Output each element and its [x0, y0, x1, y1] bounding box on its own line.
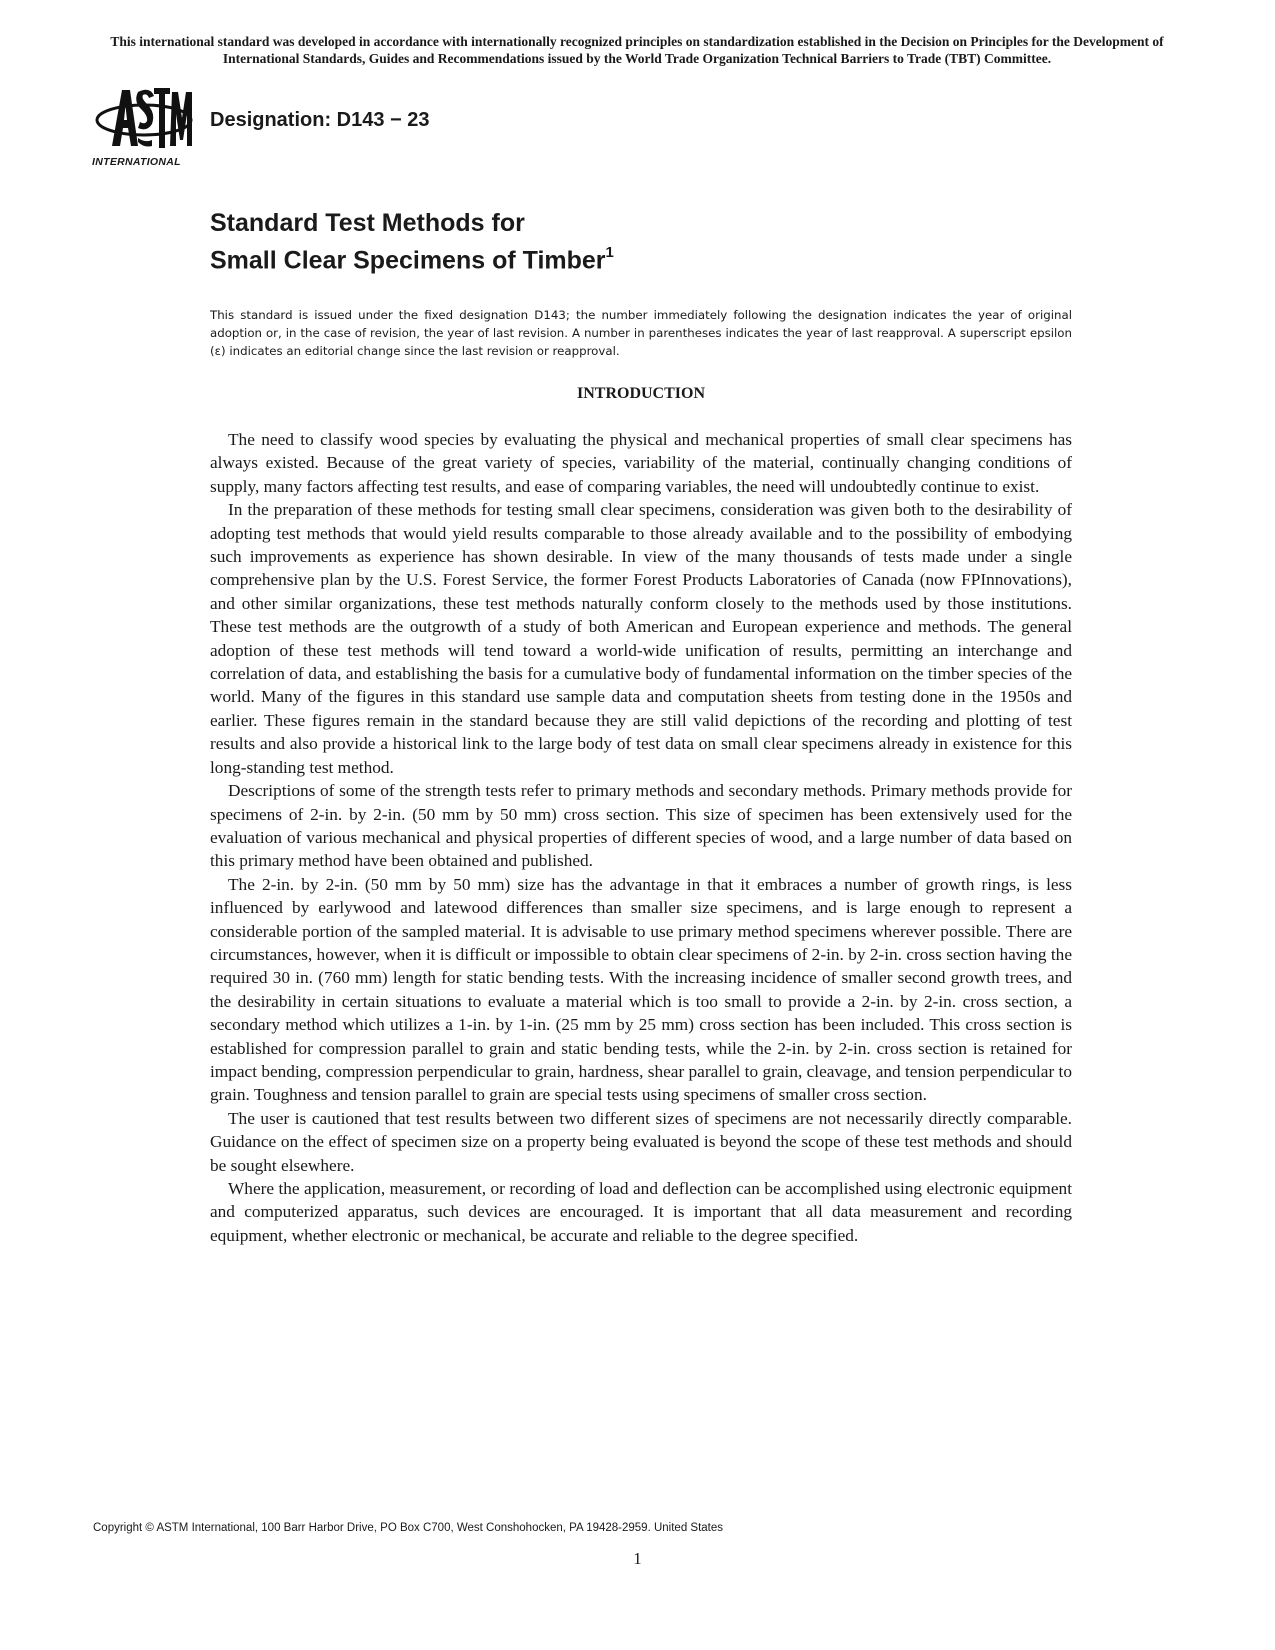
- logo-text: INTERNATIONAL: [92, 156, 181, 168]
- intro-paragraph: In the preparation of these methods for testing small clear specimens, consideration was given both to the desirability of adopting test methods that would yield results comparable to those already available and to the possibility of embodying such improvements as experience has shown desirable. In view of the many thousands of tests made under a single comprehensive plan by the U.S. Forest Service, the former Forest Products Laboratories of Canada (now FPInnovations), and other similar organizations, these test methods naturally conform closely to the methods used by those institutions. These test methods are the outgrowth of a study of both American and European experience and methods. The general adoption of these test methods will tend toward a world-wide unification of results, permitting an interchange and correlation of data, and establishing the basis for a cumulative body of fundamental information on the timber species of the world. Many of the figures in this standard use sample data and computation sheets from testing done in the 1950s and earlier. These figures remain in the standard because they are still valid depictions of the recording and plotting of test results and also provide a historical link to the large body of test data on small clear specimens already in existence for this long-standing test method.: [210, 500, 1072, 777]
- introduction-heading: INTRODUCTION: [576, 385, 705, 402]
- intro-paragraph: The need to classify wood species by evaluating the physical and mechanical properties of small clear specimens has always existed. Because of the great variety of species, variability of the material, continually changing conditions of supply, many factors affecting test results, and ease of comparing variables, the need will undoubtedly continue to exist.: [210, 430, 1072, 496]
- wto-notice: This international standard was developed in accordance with internationally recognized principles on standardization established in the Decision on Principles for the Development of International Standards, Guides and Recommendations issued by the World Trade Organization Technical Barriers to Trade (TBT) Committee.: [110, 34, 1164, 66]
- astm-logo: [92, 80, 196, 170]
- intro-paragraph: Descriptions of some of the strength tests refer to primary methods and secondary methods. Primary methods provide for specimens of 2-in. by 2-in. (50 mm by 50 mm) cross section. This size of specimen has been extensively used for the evaluation of various mechanical and physical properties of different species of wood, and a large number of data based on this primary method have been obtained and published.: [210, 781, 1072, 871]
- intro-paragraph: The 2-in. by 2-in. (50 mm by 50 mm) size has the advantage in that it embraces a number of growth rings, is less influenced by earlywood and latewood differences than smaller size specimens, and is large enough to represent a considerable portion of the sampled material. It is advisable to use primary method specimens wherever possible. There are circumstances, however, when it is difficult or impossible to obtain clear specimens of 2-in. by 2-in. cross section having the required 30 in. (760 mm) length for static bending tests. With the increasing incidence of smaller second growth trees, and the desirability in certain situations to evaluate a material which is too small to provide a 2-in. by 2-in. cross section, a secondary method which utilizes a 1-in. by 1-in. (25 mm by 25 mm) cross section has been included. This cross section is established for compression parallel to grain and static bending tests, while the 2-in. by 2-in. cross section is retained for impact bending, compression perpendicular to grain, hardness, shear parallel to grain, cleavage, and tension perpendicular to grain. Toughness and tension parallel to grain are special tests using specimens of smaller cross section.: [210, 874, 1072, 1105]
- issuance-note: This standard is issued under the fixed designation D143; the number immediately following the designation indicates the year of original adoption or, in the case of revision, the year of last revision. A number in parentheses indicates the year of last reapproval. A superscript epsilon (ε) indicates an editorial change since the last revision or reapproval.: [210, 308, 1072, 358]
- copyright-footer: Copyright © ASTM International, 100 Barr Harbor Drive, PO Box C700, West Conshohocken, PA 19428-2959. United States: [93, 1522, 724, 1534]
- document-title: [210, 208, 614, 276]
- page-number: 1: [633, 1549, 642, 1568]
- title-footnote-mark: 1: [605, 244, 614, 261]
- title-line-2: [210, 239, 614, 276]
- intro-paragraph: Where the application, measurement, or recording of load and deflection can be accomplished using electronic equipment and computerized apparatus, such devices are encouraged. It is important that all data measurement and recording equipment, whether electronic or mechanical, be accurate and reliable to the degree specified.: [210, 1179, 1072, 1245]
- designation: Designation: D143 − 23: [210, 109, 430, 131]
- title-line-1: Standard Test Methods for: [210, 209, 525, 237]
- introduction-body: [210, 428, 1072, 1247]
- astm-logo-icon: [92, 80, 196, 156]
- intro-paragraph: The user is cautioned that test results between two different sizes of specimens are not necessarily directly comparable. Guidance on the effect of specimen size on a property being evaluated is beyond the scope of these test methods and should be sought elsewhere.: [210, 1108, 1072, 1175]
- title-line-2-text: Small Clear Specimens of Timber: [210, 246, 606, 275]
